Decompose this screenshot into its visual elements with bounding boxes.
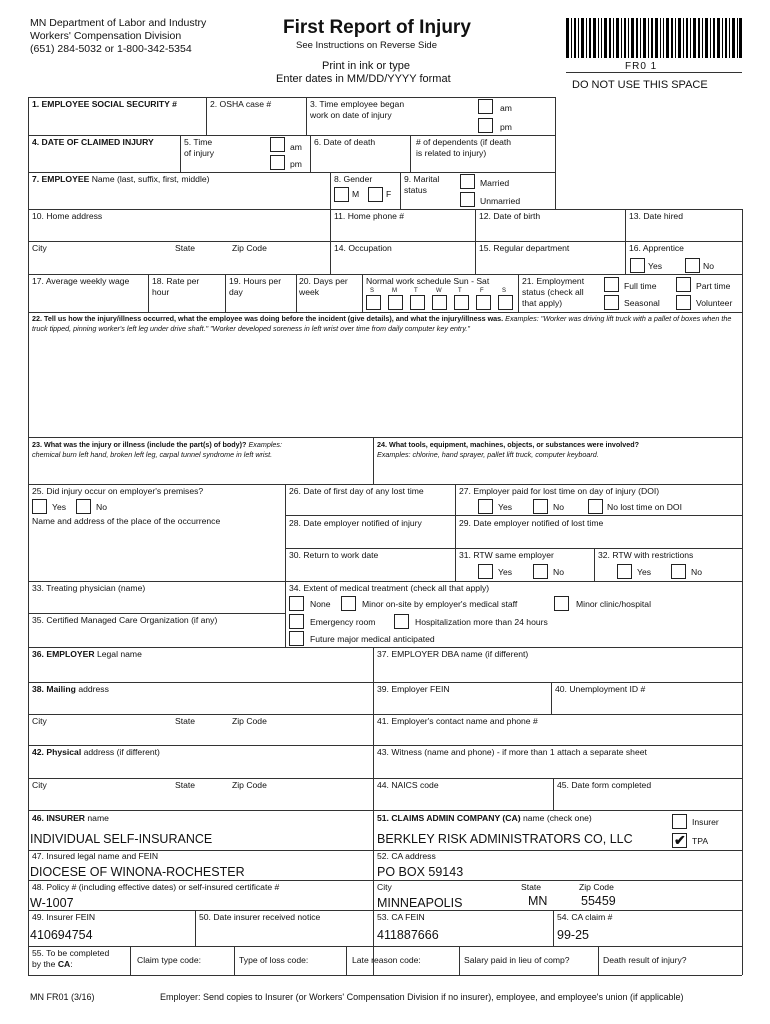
rtw-yes-checkbox[interactable]	[478, 564, 493, 579]
premises-no-checkbox[interactable]	[76, 499, 91, 514]
full-time-label: Full time	[624, 281, 657, 291]
label-time-began-1: 3. Time employee began	[310, 99, 405, 109]
label-ca-address: 52. CA address	[377, 851, 436, 861]
injury-pm-checkbox[interactable]	[270, 155, 285, 170]
premises-yes-label: Yes	[52, 502, 67, 512]
label-rate-1: 18. Rate per	[152, 276, 200, 286]
insurer-fein-value[interactable]: 410694754	[30, 928, 93, 942]
label-employer-paid: 27. Employer paid for lost time on day of injury (DOI)	[459, 486, 660, 496]
label-naics: 44. NAICS code	[377, 780, 439, 790]
premises-no-label: No	[96, 502, 107, 512]
label-employer-dba: 37. EMPLOYER DBA name (if different)	[377, 649, 529, 659]
label-ca-claim: 54. CA claim #	[557, 912, 613, 922]
gender-f-label: F	[386, 189, 392, 199]
treatment-none-label: None	[310, 599, 331, 609]
label-tools-involved: 24. What tools, equipment, machines, objects, or substances were involved? Examples: chlorine, hand sprayer, pallet lift truck, computer keyboard.	[377, 440, 640, 459]
label-insurer-fein: 49. Insurer FEIN	[32, 912, 96, 922]
label-employment-3: that apply)	[522, 298, 563, 308]
label-work-schedule: Normal work schedule Sun - Sat	[366, 276, 490, 286]
footer-note: Employer: Send copies to Insurer (or Workers' Compensation Division if no insurer), employee, and employee's union (if applicable)	[160, 992, 684, 1002]
label-date-completed: 45. Date form completed	[557, 780, 652, 790]
label-time-injury-1: 5. Time	[184, 137, 213, 147]
treatment-none-checkbox[interactable]	[289, 596, 304, 611]
treatment-onsite-label: Minor on-site by employer's medical staff	[362, 599, 518, 609]
label-hours-2: day	[229, 287, 243, 297]
label-claims-admin: 51. CLAIMS ADMIN COMPANY (CA) name (check one)	[377, 813, 592, 823]
label-ca-state: State	[521, 882, 542, 892]
label-loss-type: Type of loss code:	[239, 955, 309, 965]
form-title: First Report of Injury	[283, 17, 471, 38]
treatment-future-label: Future major medical anticipated	[310, 634, 435, 644]
ca-tpa-label: TPA	[692, 836, 709, 846]
rtw-no-checkbox[interactable]	[533, 564, 548, 579]
date-note: Enter dates in MM/DD/YYYY format	[276, 73, 451, 85]
schedule-tue-checkbox[interactable]	[410, 295, 425, 310]
label-return-to-work: 30. Return to work date	[289, 550, 379, 560]
treatment-hospital-checkbox[interactable]	[394, 614, 409, 629]
label-date-of-death: 6. Date of death	[314, 137, 376, 147]
schedule-day-mon: M	[392, 288, 397, 294]
injury-am-checkbox[interactable]	[270, 137, 285, 152]
part-time-checkbox[interactable]	[676, 277, 691, 292]
schedule-fri-checkbox[interactable]	[476, 295, 491, 310]
treatment-onsite-checkbox[interactable]	[341, 596, 356, 611]
label-insured-name: 47. Insured legal name and FEIN	[32, 851, 159, 861]
restrictions-no-label: No	[691, 567, 702, 577]
seasonal-checkbox[interactable]	[604, 295, 619, 310]
gender-m-checkbox[interactable]	[334, 187, 349, 202]
label-state-3: State	[175, 780, 196, 790]
barcode-image	[566, 18, 742, 62]
label-time-began-2: work on date of injury	[310, 110, 392, 120]
label-occurrence-place: Name and address of the place of the occurrence	[32, 516, 221, 526]
label-employment-1: 21. Employment	[522, 276, 585, 286]
ca-name-value[interactable]: BERKLEY RISK ADMINISTRATORS CO, LLC	[377, 832, 633, 846]
label-medical-treatment: 34. Extent of medical treatment (check all that apply)	[289, 583, 490, 593]
label-injury-description: 22. Tell us how the injury/illness occurred, what the employee was doing before the incident (give details), and what the injury/illness was. Examples: "Worker was driving lift truck with a pallet of boxes when the truck tipped, pinning worker's left leg under drive shaft." "Worker developed soreness in left wrist over time from daily computer key entry."	[32, 314, 732, 333]
injury-am-label: am	[290, 142, 302, 152]
apprentice-no-label: No	[703, 261, 714, 271]
label-employer-legal-name: 36. EMPLOYER Legal name	[32, 649, 142, 659]
label-mailing-address: 38. Mailing address	[32, 684, 109, 694]
label-city-2: City	[32, 716, 47, 726]
volunteer-checkbox[interactable]	[676, 295, 691, 310]
label-occupation: 14. Occupation	[334, 243, 392, 253]
label-days-2: week	[299, 287, 320, 297]
schedule-sat-checkbox[interactable]	[498, 295, 513, 310]
time-began-pm-label: pm	[500, 122, 512, 132]
insured-name-value[interactable]: DIOCESE OF WINONA-ROCHESTER	[30, 865, 245, 879]
treatment-emergency-checkbox[interactable]	[289, 614, 304, 629]
label-ca-complete-2: by the CA:	[32, 959, 73, 969]
schedule-day-thu: T	[458, 288, 462, 294]
label-weekly-wage: 17. Average weekly wage	[32, 276, 130, 286]
unmarried-label: Unmarried	[480, 196, 521, 206]
label-date-hired: 13. Date hired	[629, 211, 683, 221]
insurer-name-value[interactable]: INDIVIDUAL SELF-INSURANCE	[30, 832, 213, 846]
label-home-phone: 11. Home phone #	[334, 211, 405, 221]
treatment-emergency-label: Emergency room	[310, 617, 376, 627]
unmarried-checkbox[interactable]	[460, 192, 475, 207]
schedule-day-tue: T	[414, 288, 418, 294]
paid-yes-checkbox[interactable]	[478, 499, 493, 514]
restrictions-no-checkbox[interactable]	[671, 564, 686, 579]
ca-zip-value[interactable]: 55459	[581, 894, 616, 908]
paid-no-label: No	[553, 502, 564, 512]
label-managed-care: 35. Certified Managed Care Organization (if any)	[32, 615, 218, 625]
ca-address-value[interactable]: PO BOX 59143	[377, 865, 464, 879]
part-time-label: Part time	[696, 281, 731, 291]
label-employee-ssn: 1. EMPLOYEE SOCIAL SECURITY #	[32, 99, 177, 109]
label-insurer-notice: 50. Date insurer received notice	[199, 912, 321, 922]
label-insurer-name: 46. INSURER name	[32, 813, 109, 823]
rtw-no-label: No	[553, 567, 564, 577]
label-witness: 43. Witness (name and phone) - if more than 1 attach a separate sheet	[377, 747, 647, 757]
label-employer-contact: 41. Employer's contact name and phone #	[377, 716, 538, 726]
tpa-check-mark: ✔	[674, 832, 686, 848]
label-zip-2: Zip Code	[232, 716, 267, 726]
paid-no-checkbox[interactable]	[533, 499, 548, 514]
label-notified-lost-time: 29. Date employer notified of lost time	[459, 518, 604, 528]
label-salary-lieu: Salary paid in lieu of comp?	[464, 955, 570, 965]
label-zip-3: Zip Code	[232, 780, 267, 790]
ca-city-value[interactable]: MINNEAPOLIS	[377, 896, 463, 910]
label-zip-1: Zip Code	[232, 243, 267, 253]
label-physical-address: 42. Physical address (if different)	[32, 747, 160, 757]
ca-state-value[interactable]: MN	[528, 894, 548, 908]
form-id: MN FR01 (3/16)	[30, 992, 95, 1002]
label-death-result: Death result of injury?	[603, 955, 687, 965]
volunteer-label: Volunteer	[696, 298, 733, 308]
label-osha-case: 2. OSHA case #	[210, 99, 272, 109]
gender-m-label: M	[352, 189, 360, 199]
ca-insurer-checkbox[interactable]	[672, 814, 687, 829]
label-ca-complete-1: 55. To be completed	[32, 948, 110, 958]
label-ca-city: City	[377, 882, 392, 892]
treatment-clinic-label: Minor clinic/hospital	[576, 599, 651, 609]
label-gender: 8. Gender	[334, 174, 373, 184]
label-city-1: City	[32, 243, 47, 253]
seasonal-label: Seasonal	[624, 298, 660, 308]
married-checkbox[interactable]	[460, 174, 475, 189]
label-ca-fein: 53. CA FEIN	[377, 912, 425, 922]
label-dependents-2: is related to injury)	[416, 148, 487, 158]
treatment-clinic-checkbox[interactable]	[554, 596, 569, 611]
time-began-am-label: am	[500, 103, 512, 113]
schedule-sun-checkbox[interactable]	[366, 295, 381, 310]
label-state-2: State	[175, 716, 196, 726]
label-date-of-birth: 12. Date of birth	[479, 211, 541, 221]
time-began-pm-checkbox[interactable]	[478, 118, 493, 133]
label-employee-name: 7. EMPLOYEE Name (last, suffix, first, middle)	[32, 174, 210, 184]
treatment-future-checkbox[interactable]	[289, 631, 304, 646]
label-treating-physician: 33. Treating physician (name)	[32, 583, 146, 593]
apprentice-yes-checkbox[interactable]	[630, 258, 645, 273]
print-note: Print in ink or type	[322, 60, 411, 72]
ca-tpa-checkbox[interactable]	[672, 833, 687, 848]
rtw-yes-label: Yes	[498, 567, 513, 577]
dept-line-2: Workers' Compensation Division	[30, 30, 182, 42]
dept-line-3: (651) 284-5032 or 1-800-342-5354	[30, 43, 192, 55]
gender-f-checkbox[interactable]	[368, 187, 383, 202]
label-marital-2: status	[404, 185, 427, 195]
policy-value[interactable]: W-1007	[30, 896, 74, 910]
label-employer-premises: 25. Did injury occur on employer's premises?	[32, 486, 204, 496]
time-began-am-checkbox[interactable]	[478, 99, 493, 114]
label-apprentice: 16. Apprentice	[629, 243, 684, 253]
label-injury-body-part: 23. What was the injury or illness (include the part(s) of body)? Examples: chemical burn left hand, broken left leg, carpal tunnel syndrome in left wrist.	[32, 440, 283, 459]
label-rtw-restrictions: 32. RTW with restrictions	[598, 550, 694, 560]
schedule-day-sun: S	[370, 288, 375, 294]
label-marital-1: 9. Marital	[404, 174, 440, 184]
ca-insurer-label: Insurer	[692, 817, 719, 827]
paid-yes-label: Yes	[498, 502, 513, 512]
label-dependents-1: # of dependents (if death	[416, 137, 512, 147]
label-home-address: 10. Home address	[32, 211, 103, 221]
schedule-thu-checkbox[interactable]	[454, 295, 469, 310]
married-label: Married	[480, 178, 510, 188]
no-lost-time-label: No lost time on DOI	[607, 502, 682, 512]
label-late-reason: Late reason code:	[352, 955, 421, 965]
label-rate-2: hour	[152, 287, 170, 297]
treatment-hospital-label: Hospitalization more than 24 hours	[415, 617, 548, 627]
injury-pm-label: pm	[290, 159, 302, 169]
restrictions-yes-label: Yes	[637, 567, 652, 577]
barcode-text: FR0 1	[625, 61, 658, 72]
label-unemployment-id: 40. Unemployment ID #	[555, 684, 646, 694]
schedule-day-wed: W	[436, 288, 442, 294]
dept-line-1: MN Department of Labor and Industry	[30, 17, 207, 29]
no-lost-time-checkbox[interactable]	[588, 499, 603, 514]
form-subtitle: See Instructions on Reverse Side	[296, 40, 437, 51]
label-employer-fein: 39. Employer FEIN	[377, 684, 450, 694]
restrictions-yes-checkbox[interactable]	[617, 564, 632, 579]
label-days-1: 20. Days per	[299, 276, 348, 286]
premises-yes-checkbox[interactable]	[32, 499, 47, 514]
ca-claim-value[interactable]: 99-25	[557, 928, 589, 942]
apprentice-no-checkbox[interactable]	[685, 258, 700, 273]
label-city-3: City	[32, 780, 47, 790]
schedule-wed-checkbox[interactable]	[432, 295, 447, 310]
label-employment-2: status (check all	[522, 287, 584, 297]
label-time-injury-2: of injury	[184, 148, 215, 158]
label-date-of-injury: 4. DATE OF CLAIMED INJURY	[32, 137, 154, 147]
ca-fein-value[interactable]: 411887666	[377, 928, 439, 942]
label-regular-department: 15. Regular department	[479, 243, 570, 253]
label-claim-type: Claim type code:	[137, 955, 202, 965]
apprentice-yes-label: Yes	[648, 261, 663, 271]
label-rtw-same-employer: 31. RTW same employer	[459, 550, 554, 560]
do-not-use-note: DO NOT USE THIS SPACE	[572, 79, 708, 91]
full-time-checkbox[interactable]	[604, 277, 619, 292]
label-employer-notified: 28. Date employer notified of injury	[289, 518, 422, 528]
label-state-1: State	[175, 243, 196, 253]
label-ca-zip: Zip Code	[579, 882, 614, 892]
schedule-mon-checkbox[interactable]	[388, 295, 403, 310]
label-first-lost-day: 26. Date of first day of any lost time	[289, 486, 424, 496]
schedule-day-fri: F	[480, 288, 484, 294]
schedule-day-sat: S	[502, 288, 507, 294]
label-hours-1: 19. Hours per	[229, 276, 282, 286]
label-policy: 48. Policy # (including effective dates) or self-insured certificate #	[32, 882, 280, 892]
